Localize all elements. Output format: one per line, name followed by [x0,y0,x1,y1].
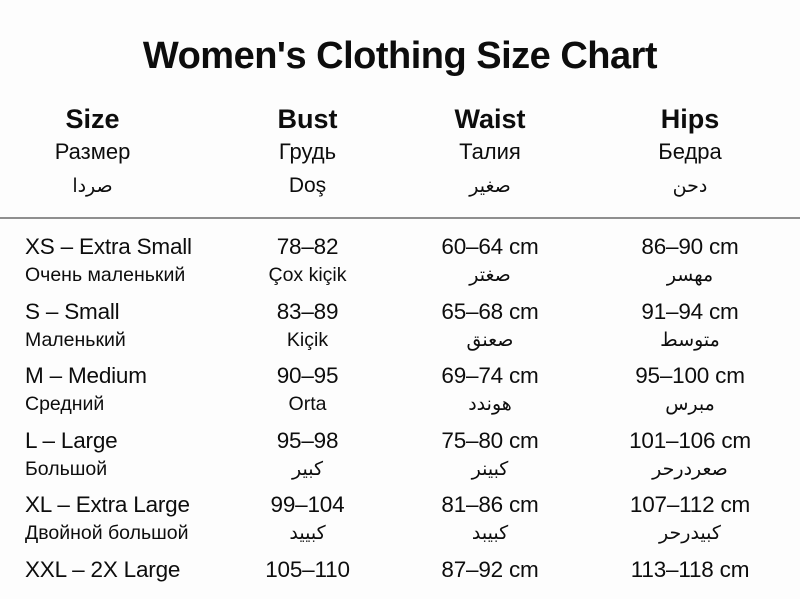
waist-cell [400,298,580,363]
bust-cell [215,556,400,599]
waist-value: 75–80 cm [441,427,539,453]
bust-value: 90–95 [276,363,339,389]
waist-value: 65–68 cm [441,298,539,324]
bust-cell [215,427,400,492]
size-value: L – Large [25,427,118,453]
waist-value: 60–64 cm [441,234,539,259]
bust-cell [215,298,400,363]
waist-translation: صغتر [469,264,511,286]
size-cell [0,427,215,492]
column-header-waist-ar: صغير [469,175,511,197]
table-body [0,233,800,599]
column-header-size-ru: Размер [54,139,131,164]
size-cell [0,556,215,599]
hips-value: 101–106 cm [629,427,751,453]
hips-translation: مهسر [666,264,714,286]
page-title: Women's Clothing Size Chart [142,35,658,77]
bust-value: 99–104 [270,492,345,518]
column-header-bust [215,102,400,205]
size-cell [0,233,215,298]
column-header-waist-ru: Талия [459,139,521,164]
table-row [0,556,800,599]
waist-cell [400,556,580,599]
hips-translation: كبيدرحر [659,522,721,545]
hips-cell [580,362,800,427]
bust-translation: Çox kiçik [268,264,347,286]
size-value: XS – Extra Small [25,234,192,259]
bust-cell [215,491,400,556]
table-row [0,491,800,556]
waist-translation: صعنق [466,328,514,351]
header-divider [0,217,800,219]
bust-translation: Orta [288,393,327,416]
column-header-hips-ru: Бедра [658,139,722,164]
size-cell [0,362,215,427]
size-translation: Средний [25,393,105,416]
hips-translation: مبرس [665,393,715,416]
waist-translation: كبينر [471,457,509,480]
size-value: XXL – 2X Large [25,556,181,582]
bust-value: 95–98 [276,427,339,453]
hips-cell [580,556,800,599]
waist-cell [400,233,580,298]
size-cell [0,491,215,556]
size-translation: Большой [25,457,108,480]
hips-cell [580,491,800,556]
table-row [0,298,800,363]
bust-translation: كبييد [289,522,326,545]
size-value: S – Small [25,298,120,324]
hips-value: 113–118 cm [630,556,750,582]
column-header-hips [580,102,800,205]
table-row [0,427,800,492]
size-translation: Маленький [25,328,126,351]
hips-translation: صعردرحر [652,457,728,480]
table-row [0,233,800,298]
bust-value: 105–110 [265,556,350,582]
bust-value: 83–89 [276,298,339,324]
waist-value: 69–74 cm [441,363,539,389]
waist-translation: كبيبد [471,522,509,545]
size-translation: Двойной большой [25,522,189,545]
bust-translation: كبير [292,457,323,480]
hips-value: 107–112 cm [629,492,751,518]
waist-translation: هوندد [468,393,512,416]
bust-translation: Kiçik [286,328,329,351]
column-header-waist-en: Waist [454,104,526,134]
hips-cell [580,298,800,363]
waist-cell [400,427,580,492]
bust-cell [215,362,400,427]
waist-value: 81–86 cm [441,492,539,518]
column-header-size-en: Size [65,104,120,134]
size-translation: Очень маленький [25,264,186,286]
column-header-bust-en: Bust [277,104,338,134]
table-header [0,102,800,205]
column-header-waist [400,102,580,205]
bust-cell [215,233,400,298]
waist-cell [400,491,580,556]
waist-value: 87–92 cm [441,556,539,582]
column-header-size-ar: صردا [72,175,113,197]
hips-value: 86–90 cm [641,234,739,259]
column-header-hips-en: Hips [660,104,720,134]
hips-value: 95–100 cm [635,363,745,389]
column-header-size [0,102,185,205]
hips-cell [580,427,800,492]
size-value: XL – Extra Large [25,492,190,518]
hips-cell [580,233,800,298]
waist-cell [400,362,580,427]
column-header-bust-az: Doş [288,174,327,197]
column-header-bust-ru: Грудь [278,139,337,164]
table-row [0,362,800,427]
column-header-hips-ar: دحن [672,175,708,197]
hips-value: 91–94 cm [641,298,739,324]
size-cell [0,298,215,363]
hips-translation: متوسط [660,328,720,351]
size-value: M – Medium [25,363,147,389]
bust-value: 78–82 [276,234,339,259]
